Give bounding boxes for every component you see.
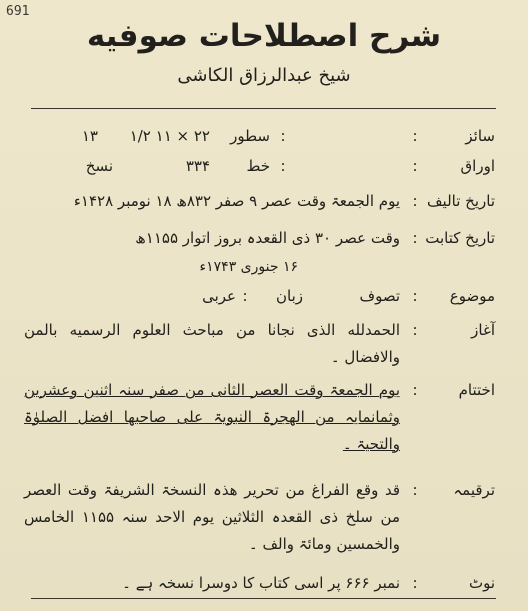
script-colon: :: [280, 157, 286, 175]
colophon-value: قد وقع الفراغ من تحریر ھذہ النسخۃ الشریفۃ وقت العصر من سلخ ذی القعدہ الثلاثین یوم الاحد سنہ ۱۱۵۵ الخامس والخمسین ومائۃ والف ۔: [24, 481, 400, 553]
language-colon: :: [242, 287, 248, 305]
subject-colon: :: [412, 287, 418, 305]
note-colon: :: [412, 574, 418, 592]
beginning-label: آغاز: [471, 321, 495, 339]
colophon-colon: :: [412, 481, 418, 499]
copy-date-value-line1: وقت عصر ۳۰ ذی القعدہ بروز اتوار ۱۱۵۵ھ: [135, 229, 400, 247]
script-value: نسخ: [85, 157, 113, 175]
pages-value: ۳۳۴: [185, 157, 210, 175]
copy-date-value-line2: ۱۶ جنوری ۱۷۴۳ء: [199, 259, 298, 275]
script-label: خط: [246, 157, 270, 175]
beginning-value: الحمدلله الذی نجانا من مباحث العلوم الرسمیه بالمن والافضال ۔: [24, 321, 400, 366]
lines-label: سطور: [230, 127, 270, 145]
lines-colon: :: [280, 127, 286, 145]
subject-label: موضوع: [449, 287, 495, 305]
pages-label: اوراق: [460, 157, 495, 175]
size-label: سائز: [465, 127, 495, 145]
size-colon: :: [412, 127, 418, 145]
language-label: زبان: [275, 287, 303, 305]
beginning-colon: :: [412, 321, 418, 339]
lines-value: ۱۳: [81, 127, 98, 145]
ending-label: اختتام: [458, 381, 495, 399]
ending-colon: :: [412, 381, 418, 399]
ending-value: یوم الجمعۃ وقت العصر الثانی من صفر سنہ اثنین وعشرین وثمانمایہ من الھجرۃ النبویۃ علی صاحبھا افضل الصلوٰۃ والتحیۃ ۔: [24, 381, 400, 453]
note-value: نمبر ۶۶۶ پر اسی کتاب کا دوسرا نسخہ ہے ۔: [122, 574, 400, 592]
author-name: شیخ عبدالرزاق الکاشی: [177, 65, 351, 86]
pages-colon: :: [412, 157, 418, 175]
authoring-date-label: تاریخ تالیف: [427, 192, 495, 210]
copy-date-colon: :: [412, 229, 418, 247]
page-number: 691: [6, 4, 30, 19]
note-label: نوٹ: [468, 574, 495, 592]
subject-value: تصوف: [359, 287, 400, 305]
authoring-date-colon: :: [412, 192, 418, 210]
top-divider: [31, 108, 496, 109]
colophon-label: ترقیمہ: [453, 481, 495, 499]
size-value: ۲۲ × ۱۱ ۱/۲: [129, 127, 210, 145]
page-title: شرح اصطلاحات صوفیه: [86, 18, 442, 54]
bottom-divider: [31, 598, 496, 599]
copy-date-label: تاریخ کتابت: [425, 229, 495, 247]
language-value: عربی: [202, 287, 236, 305]
authoring-date-value: یوم الجمعۃ وقت عصر ۹ صفر ۸۳۲ھ ۱۸ نومبر ۱۴۲۸ء: [73, 192, 400, 210]
